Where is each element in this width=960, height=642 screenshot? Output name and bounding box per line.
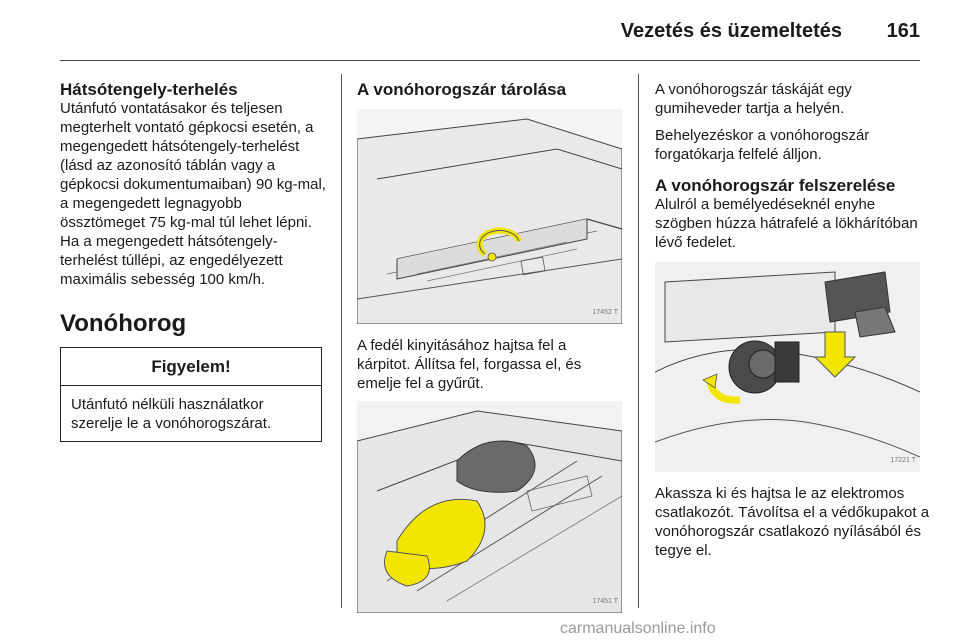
bumper-socket-illustration	[655, 262, 920, 472]
column-middle	[357, 80, 622, 613]
warning-title: Figyelem!	[61, 348, 321, 386]
column-right	[655, 80, 930, 560]
figure2-number: 17451 T	[592, 598, 618, 605]
figure1-number: 17452 T	[592, 309, 618, 316]
column-left	[60, 80, 330, 442]
storage-paragraph: A fedél kinyitásához hajtsa fel a kárpitot. Állítsa fel, forgassa el, és emelje fel a gyűrűt.	[357, 337, 582, 392]
storage-cover-illustration	[357, 109, 622, 324]
footer-watermark: carmanualsonline.info	[560, 620, 716, 637]
storage-heading: A vonóhorogszár tárolása	[357, 80, 567, 99]
page-number: 161	[886, 20, 920, 42]
figure-storage-bag	[357, 401, 622, 613]
column-divider-right	[638, 74, 639, 608]
header-divider	[60, 60, 920, 61]
figure-storage-cover	[357, 109, 622, 324]
insertion-paragraph: Behelyezéskor a vonóhorogszár forgatókarja felfelé álljon.	[655, 127, 870, 163]
connector-paragraph: Akassza ki és hajtsa le az elektromos csatlakozót. Távolítsa el a védőkupakot a vonóhorogszár csatlakozó nyílásából és tegye el.	[655, 485, 930, 559]
bag-strap-paragraph: A vonóhorogszár táskáját egy gumiheveder tartja a helyén.	[655, 81, 852, 117]
figure3-number: 17221 T	[890, 457, 916, 464]
installation-heading: A vonóhorogszár felszerelése	[655, 176, 896, 195]
bumper-cover-paragraph: Alulról a bemélyedéseknél enyhe szögben húzza hátrafelé a lökhárítóban lévő fedelet.	[655, 196, 918, 251]
warning-text: Utánfutó nélküli használatkor szerelje le a vonóhorogszárat.	[71, 396, 272, 432]
column-divider-left	[341, 74, 342, 608]
warning-box	[60, 347, 322, 442]
towbar-section-title: Vonóhorog	[60, 310, 187, 337]
figure-bumper-socket	[655, 262, 920, 472]
page-header-title: Vezetés és üzemeltetés	[620, 20, 842, 42]
rear-axle-heading: Hátsótengely-terhelés	[60, 80, 238, 99]
storage-bag-illustration	[357, 401, 622, 613]
rear-axle-paragraph: Utánfutó vontatásakor és teljesen megterhelt vontató gépkocsi esetén, a megengedett hátsótengely-terhelést (lásd az azonosító táblán vagy a gépkocsi dokumentumaiban) 90 kg-mal, a megengedett legnagyobb össztömeget 75 kg-mal túl lehet lépni. Ha a megengedett hátsótengely-terhelést túllépi, az engedélyezett maximális sebesség 100 km/h.	[60, 100, 326, 288]
